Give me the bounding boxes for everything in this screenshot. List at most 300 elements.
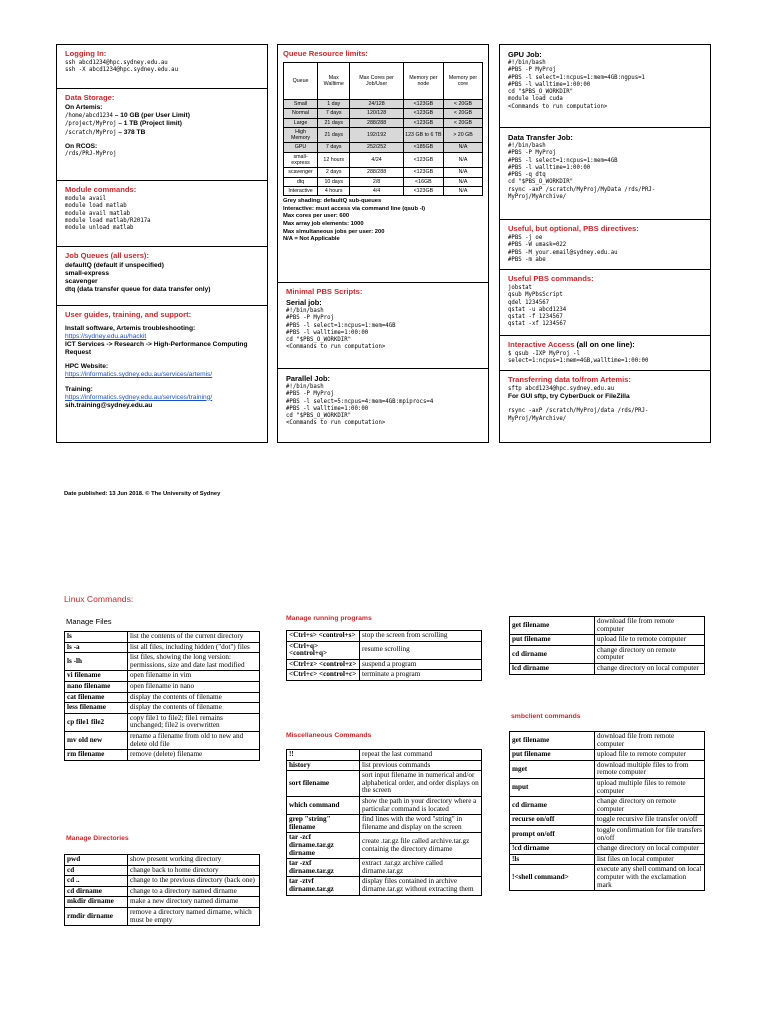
interactive-heading-red: Interactive Access: [508, 340, 575, 349]
queue-limits-table: [283, 62, 483, 196]
table-row: [65, 731, 260, 749]
table-row: [510, 617, 705, 635]
table-row: [65, 681, 260, 692]
parallel-job-title: Parallel Job:: [286, 374, 330, 383]
description-cell: rename a filename from old to new and delete old file: [128, 731, 260, 749]
section-logging-in: [57, 45, 267, 89]
section-parallel-job: [278, 369, 488, 442]
description-cell: remove a directory named dirname, which must be empty: [128, 907, 260, 925]
serial-line: cd "$PBS_O_WORKDIR": [286, 337, 352, 344]
description-cell: upload file to remote computer: [595, 750, 705, 761]
command-cell: <Ctrl+q> <control+q>: [287, 641, 360, 659]
gpu-line: #PBS -l select=1:ncpus=1:mem=4GB:ngpus=1: [508, 74, 645, 81]
table-row: [287, 760, 482, 771]
command-cell: tar -zcf dirname.tar.gz dirname: [287, 833, 360, 859]
rsync-line: MyProj/MyArchive/: [508, 415, 567, 422]
command-cell: ls: [65, 632, 128, 643]
command-cell: tar -zxf dirname.tar.gz: [287, 859, 360, 877]
description-cell: upload file to remote computer: [595, 635, 705, 646]
table-cell: GPU: [284, 143, 318, 152]
transfer-line: cd "$PBS_O_WORKDIR": [508, 179, 574, 186]
table-header: Max Walltime: [318, 63, 350, 100]
description-cell: change directory on local computer: [595, 844, 705, 855]
table-cell: N/A: [443, 186, 482, 195]
command-cell: cd dirname: [510, 797, 595, 815]
command-cell: ls -lh: [65, 653, 128, 671]
table-row: [65, 865, 260, 876]
table-row: [510, 732, 705, 750]
description-cell: display files contained in archive dirname.tar.gz without extracting them: [360, 877, 482, 895]
queue-line: defaultQ (default if unspecified): [65, 262, 164, 269]
table-row: [510, 663, 705, 674]
table-row: [287, 833, 482, 859]
description-cell: execute any shell command on local computer with the exclamation mark: [595, 865, 705, 891]
guides-hpc-link[interactable]: https://informatics.sydney.edu.au/services/artemis/: [65, 371, 213, 379]
transfer-line: #PBS -l select=1:ncpus=1:mem=4GB: [508, 157, 618, 164]
command-cell: mput: [510, 778, 595, 796]
table-row: [287, 659, 482, 670]
table-cell: 288/288: [350, 168, 403, 177]
command-cell: !!: [287, 750, 360, 761]
description-cell: upload multiple files to remote computer: [595, 778, 705, 796]
gui-hint: For GUI sftp, try CyberDuck or FileZilla: [508, 393, 630, 401]
sftp-line: sftp abcd1234@hpc.sydney.edu.au: [508, 386, 615, 392]
command-cell: <Ctrl+c> <control+c>: [287, 670, 360, 681]
section-interactive-access: [500, 336, 710, 371]
table-row: [510, 815, 705, 826]
smbclient-table: [509, 731, 705, 891]
parallel-line: #PBS -l walltime=1:00:00: [286, 405, 369, 412]
rsync-line: rsync -axP /scratch/MyProj/data /rds/PRJ-: [508, 408, 649, 415]
table-cell: 252/252: [350, 143, 403, 152]
section-transfer-job: [500, 128, 710, 220]
parallel-line: <Commands to run computation>: [286, 420, 386, 427]
transfer-line: MyProj/MyArchive/: [508, 194, 567, 201]
heading-interactive-access: [508, 340, 702, 349]
gpu-job-title: GPU Job:: [508, 50, 542, 59]
storage-rcos-path: /rds/PRJ-MyProj: [65, 151, 117, 158]
login-line: ssh abcd1234@hpc.sydney.edu.au: [65, 60, 168, 66]
description-cell: create .tar.gz file called archive.tar.gz containig the directory dirname: [360, 833, 482, 859]
parallel-line: cd "$PBS_O_WORKDIR": [286, 413, 352, 420]
description-cell: change to a directory named dirname: [128, 886, 260, 897]
heading-pbs-commands: Useful PBS commands:: [508, 274, 594, 283]
interactive-heading-suffix: (all on one line):: [574, 340, 635, 349]
table-cell: <16GB: [403, 177, 443, 186]
heading-queue-limits: Queue Resource limits:: [283, 49, 368, 58]
table-cell: <123GB: [403, 118, 443, 127]
table-row: [284, 100, 483, 109]
table-row: [287, 631, 482, 642]
description-cell: change back to home directory: [128, 865, 260, 876]
command-cell: cd dirname: [65, 886, 128, 897]
table-row: [510, 865, 705, 891]
table-row: [65, 750, 260, 761]
description-cell: list files, showing the long version: permissions, size and date last modified: [128, 653, 260, 671]
table-cell: 4/4: [350, 186, 403, 195]
gpu-line: #PBS -P MyProj: [508, 67, 556, 74]
storage-path: /home/abcd1234: [65, 113, 113, 120]
description-cell: change directory on local computer: [595, 663, 705, 674]
command-cell: !cd dirname: [510, 844, 595, 855]
transfer-job-title: Data Transfer Job:: [508, 133, 573, 142]
pbs-command-line: qstat -u abcd1234: [508, 306, 567, 313]
command-cell: mv old new: [65, 731, 128, 749]
heading-smbclient: smbclient commands: [511, 713, 581, 720]
description-cell: download file from remote computer: [595, 732, 705, 750]
command-cell: !ls: [510, 854, 595, 865]
module-line: module unload matlab: [65, 225, 134, 232]
section-queue-limits: [278, 45, 488, 283]
table-row: [510, 760, 705, 778]
table-cell: Interactive: [284, 186, 318, 195]
table-cell: Large: [284, 118, 318, 127]
table-cell: 21 days: [318, 118, 350, 127]
command-cell: vi filename: [65, 671, 128, 682]
table-row: [284, 109, 483, 118]
description-cell: list the contents of the current directory: [128, 632, 260, 643]
guides-install: Install software, Artemis troubleshooting:: [65, 325, 196, 332]
command-cell: cd: [65, 865, 128, 876]
command-cell: mget: [510, 760, 595, 778]
description-cell: download multiple files to from remote computer: [595, 760, 705, 778]
description-cell: show present working directory: [128, 855, 260, 866]
table-row: [65, 692, 260, 703]
table-header: Memory per core: [443, 63, 482, 100]
manage-files-table: [64, 631, 260, 761]
parallel-line: #PBS -l select=5:ncpus=4:mem=4GB:mpiprocs=4: [286, 398, 434, 405]
guides-install-link[interactable]: https://sydney.edu.au/hackit: [65, 333, 147, 341]
section-pbs-commands: [500, 270, 710, 336]
description-cell: display the contents of filename: [128, 703, 260, 714]
description-cell: make a new directory named dirname: [128, 897, 260, 908]
command-cell: cat filename: [65, 692, 128, 703]
table-row: [510, 844, 705, 855]
command-cell: history: [287, 760, 360, 771]
description-cell: open filename in vim: [128, 671, 260, 682]
command-cell: get filename: [510, 732, 595, 750]
pbs-command-line: qstat -f 1234567: [508, 314, 563, 321]
table-row: [65, 855, 260, 866]
serial-job-title: Serial job:: [286, 298, 322, 307]
card-jobs-commands: [499, 44, 711, 443]
command-cell: cd dirname: [510, 645, 595, 663]
queue-note: Grey shading: defaultQ sub-queues: [283, 198, 382, 205]
heading-manage-files: Manage Files: [66, 617, 112, 626]
table-cell: 21 days: [318, 127, 350, 143]
table-row: [65, 876, 260, 887]
storage-item: [65, 120, 259, 128]
serial-line: #!/bin/bash: [286, 308, 324, 314]
module-line: module avail matlab: [65, 210, 131, 217]
command-cell: <Ctrl+s> <control+s>: [287, 631, 360, 642]
table-row: [284, 186, 483, 195]
table-row: [287, 670, 482, 681]
heading-manage-running: Manage running programs: [286, 615, 372, 622]
gpu-line: cd "$PBS_O_WORKDIR": [508, 89, 574, 96]
table-cell: 123 GB to 6 TB: [403, 127, 443, 143]
section-data-storage: [57, 89, 267, 181]
queue-note: Interactive: must access via command line (qsub -I): [283, 205, 426, 212]
gpu-line: <Commands to run computation>: [508, 103, 608, 110]
queue-line: scavenger: [65, 278, 98, 286]
table-cell: 2/8: [350, 177, 403, 186]
table-cell: N/A: [443, 177, 482, 186]
directive-line: #PBS -M your.email@sydney.edu.au: [508, 249, 618, 256]
table-row: [287, 771, 482, 797]
section-job-queues: [57, 247, 267, 306]
description-cell: download file from remote computer: [595, 617, 705, 635]
table-header-row: [284, 63, 483, 100]
command-cell: sort filename: [287, 771, 360, 797]
section-transferring-data: [500, 371, 710, 442]
command-cell: cd ..: [65, 876, 128, 887]
command-cell: tar -ztvf dirname.tar.gz: [287, 877, 360, 895]
table-cell: 1 day: [318, 100, 350, 109]
table-cell: <123GB: [403, 109, 443, 118]
command-cell: pwd: [65, 855, 128, 866]
description-cell: resume scrolling: [360, 641, 482, 659]
table-row: [287, 641, 482, 659]
table-cell: <123GB: [403, 186, 443, 195]
guides-training-label: Training:: [65, 385, 93, 393]
table-cell: < 20GB: [443, 100, 482, 109]
table-row: [65, 907, 260, 925]
table-cell: <123GB: [403, 100, 443, 109]
section-optional-directives: [500, 220, 710, 270]
heading-data-storage: Data Storage:: [65, 93, 115, 102]
table-row: [65, 671, 260, 682]
description-cell: stop the screen from scrolling: [360, 631, 482, 642]
storage-note: – 378 TB: [116, 128, 146, 136]
description-cell: change to the previous directory (back one): [128, 876, 260, 887]
pbs-command-line: qsub MyPbsScript: [508, 292, 563, 299]
storage-note: – 10 GB (per User Limit): [112, 112, 190, 120]
serial-line: <Commands to run computation>: [286, 344, 386, 351]
command-cell: mkdir dirname: [65, 897, 128, 908]
table-row: [510, 778, 705, 796]
description-cell: suspend a program: [360, 659, 482, 670]
table-cell: N/A: [443, 152, 482, 168]
queue-note: N/A = Not Applicable: [283, 236, 340, 243]
section-gpu-job: [500, 45, 710, 128]
table-cell: 12 hours: [318, 152, 350, 168]
command-cell: rmdir dirname: [65, 907, 128, 925]
command-cell: prompt on/off: [510, 825, 595, 843]
table-row: [510, 797, 705, 815]
command-cell: put filename: [510, 750, 595, 761]
transfer-line: #PBS -l walltime=1:00:00: [508, 164, 591, 171]
table-cell: 4 hours: [318, 186, 350, 195]
storage-item: [65, 129, 259, 137]
parallel-line: #!/bin/bash: [286, 384, 324, 390]
command-cell: less filename: [65, 703, 128, 714]
table-cell: 2 days: [318, 168, 350, 177]
table-row: [284, 127, 483, 143]
module-line: module load matlab: [65, 203, 127, 210]
table-row: [284, 177, 483, 186]
table-cell: 120/128: [350, 109, 403, 118]
command-cell: <Ctrl+z> <control+z>: [287, 659, 360, 670]
table-row: [284, 118, 483, 127]
description-cell: display the contents of filename: [128, 692, 260, 703]
pbs-command-line: qstat -xf 1234567: [508, 321, 567, 328]
module-line: module load matlab/R2017a: [65, 217, 151, 224]
manage-directories-table: [64, 854, 260, 926]
description-cell: remove (delete) filename: [128, 750, 260, 761]
guides-training-link[interactable]: https://informatics.sydney.edu.au/services/training/: [65, 393, 213, 401]
table-row: [65, 713, 260, 731]
table-cell: < 20GB: [443, 109, 482, 118]
table-cell: 192/192: [350, 127, 403, 143]
table-row: [65, 632, 260, 643]
interactive-line: $ qsub -IXP MyProj -l: [508, 351, 580, 357]
table-row: [284, 152, 483, 168]
table-header: Queue: [284, 63, 318, 100]
misc-commands-table: [286, 749, 482, 896]
serial-line: #PBS -l select=1:ncpus=1:mem=4GB: [286, 322, 396, 329]
table-cell: High Memory: [284, 127, 318, 143]
storage-path: /scratch/MyProj: [65, 129, 117, 136]
table-cell: 7 days: [318, 109, 350, 118]
description-cell: open filename in nano: [128, 681, 260, 692]
table-cell: small-express: [284, 152, 318, 168]
description-cell: show the path in your directory where a particular command is located: [360, 796, 482, 814]
linux-commands-title: Linux Commands:: [64, 594, 134, 604]
directive-line: #PBS -W umask=022: [508, 242, 567, 249]
pbs-command-line: jobstat: [508, 285, 532, 291]
table-cell: dtq: [284, 177, 318, 186]
command-cell: recurse on/off: [510, 815, 595, 826]
heading-manage-directories: Manage Directories: [66, 835, 129, 842]
heading-module-commands: Module commands:: [65, 185, 137, 194]
section-module-commands: [57, 181, 267, 247]
table-row: [510, 825, 705, 843]
interactive-line: select=1:ncpus=1:mem=4GB,walltime=1:00:00: [508, 358, 649, 365]
table-cell: 10 days: [318, 177, 350, 186]
command-cell: lcd dirname: [510, 663, 595, 674]
table-row: [510, 854, 705, 865]
description-cell: list all files, including hidden ("dot") files: [128, 642, 260, 653]
parallel-line: #PBS -P MyProj: [286, 391, 334, 398]
storage-item: [65, 112, 259, 120]
command-cell: which command: [287, 796, 360, 814]
description-cell: toggle confirmation for file transfers on/off: [595, 825, 705, 843]
table-cell: > 20 GB: [443, 127, 482, 143]
description-cell: sort input filename in numerical and/or alphabetical order, and order displays on the screen: [360, 771, 482, 797]
table-cell: scavenger: [284, 168, 318, 177]
table-cell: 24/128: [350, 100, 403, 109]
gpu-line: #!/bin/bash: [508, 60, 546, 66]
table-cell: 7 days: [318, 143, 350, 152]
module-line: module avail: [65, 196, 107, 202]
description-cell: terminate a program: [360, 670, 482, 681]
description-cell: change directory on remote computer: [595, 645, 705, 663]
section-serial-job: [278, 283, 488, 369]
table-row: [65, 653, 260, 671]
table-header: Memory per node: [403, 63, 443, 100]
pbs-command-line: qdel 1234567: [508, 299, 550, 306]
command-cell: get filename: [510, 617, 595, 635]
heading-minimal-pbs: Minimal PBS Scripts:: [286, 287, 363, 296]
table-row: [65, 703, 260, 714]
section-user-guides: [57, 306, 267, 442]
command-cell: !<shell command>: [510, 865, 595, 891]
queue-line: small-express: [65, 270, 109, 278]
directive-line: #PBS -j oe: [508, 235, 543, 241]
description-cell: extract .tar.gz archive called dirname.tar.gz: [360, 859, 482, 877]
description-cell: find lines with the word "string" in filename and display on the screen: [360, 815, 482, 833]
guides-email[interactable]: sih.training@sydney.edu.au: [65, 401, 153, 409]
transfer-line: #PBS -q dtq: [508, 172, 546, 179]
table-header: Max Cores per Job/User: [350, 63, 403, 100]
queue-note: Max simultaneous jobs per user: 200: [283, 228, 385, 235]
description-cell: list previous commands: [360, 760, 482, 771]
command-cell: nano filename: [65, 681, 128, 692]
card-queues-scripts: [277, 44, 489, 443]
guides-hpc-label: HPC Website:: [65, 363, 109, 371]
date-published: Date published: 13 Jun 2018. © The University of Sydney: [64, 491, 221, 497]
storage-path: /project/MyProj: [65, 121, 117, 128]
description-cell: change directory on remote computer: [595, 797, 705, 815]
storage-note: – 1 TB (Project limit): [116, 120, 182, 128]
card-artemis-basics: [56, 44, 268, 443]
queue-line: dtq (data transfer queue for data transfer only): [65, 286, 211, 294]
serial-line: #PBS -l walltime=1:00:00: [286, 329, 369, 336]
table-row: [65, 897, 260, 908]
table-row: [510, 645, 705, 663]
heading-user-guides: User guides, training, and support:: [65, 310, 192, 319]
heading-optional-directives: Useful, but optional, PBS directives:: [508, 224, 639, 233]
table-cell: Normal: [284, 109, 318, 118]
command-cell: ls -a: [65, 642, 128, 653]
table-cell: <123GB: [403, 152, 443, 168]
table-cell: N/A: [443, 168, 482, 177]
command-cell: rm filename: [65, 750, 128, 761]
table-row: [287, 859, 482, 877]
table-row: [510, 635, 705, 646]
description-cell: toggle recursive file transfer on/off: [595, 815, 705, 826]
table-row: [284, 168, 483, 177]
sftp-commands-table: [509, 616, 705, 675]
table-row: [65, 886, 260, 897]
table-cell: 4/24: [350, 152, 403, 168]
heading-job-queues: Job Queues (all users):: [65, 251, 149, 260]
command-cell: cp file1 file2: [65, 713, 128, 731]
table-row: [510, 750, 705, 761]
table-cell: <123GB: [403, 168, 443, 177]
transfer-line: #!/bin/bash: [508, 143, 546, 149]
description-cell: list files on local computer: [595, 854, 705, 865]
description-cell: copy file1 to file2; file1 remains unchanged; file2 is overwritten: [128, 713, 260, 731]
guides-ict: ICT Services -> Research -> High-Performance Computing Request: [65, 341, 248, 357]
table-row: [287, 877, 482, 895]
table-cell: N/A: [443, 143, 482, 152]
table-cell: 288/288: [350, 118, 403, 127]
heading-transferring-data: Transferring data to/from Artemis:: [508, 375, 631, 384]
storage-rcos-label: On RCOS:: [65, 142, 98, 150]
command-cell: put filename: [510, 635, 595, 646]
transfer-line: rsync -axP /scratch/MyProj/MyData /rds/PRJ-: [508, 186, 656, 193]
table-row: [287, 815, 482, 833]
login-line: ssh -X abcd1234@hpc.sydney.edu.au: [65, 67, 178, 74]
queue-note: Max array job elements: 1000: [283, 221, 364, 228]
table-row: [287, 750, 482, 761]
serial-line: #PBS -P MyProj: [286, 315, 334, 322]
table-cell: < 20GB: [443, 118, 482, 127]
table-row: [284, 143, 483, 152]
table-row: [287, 796, 482, 814]
